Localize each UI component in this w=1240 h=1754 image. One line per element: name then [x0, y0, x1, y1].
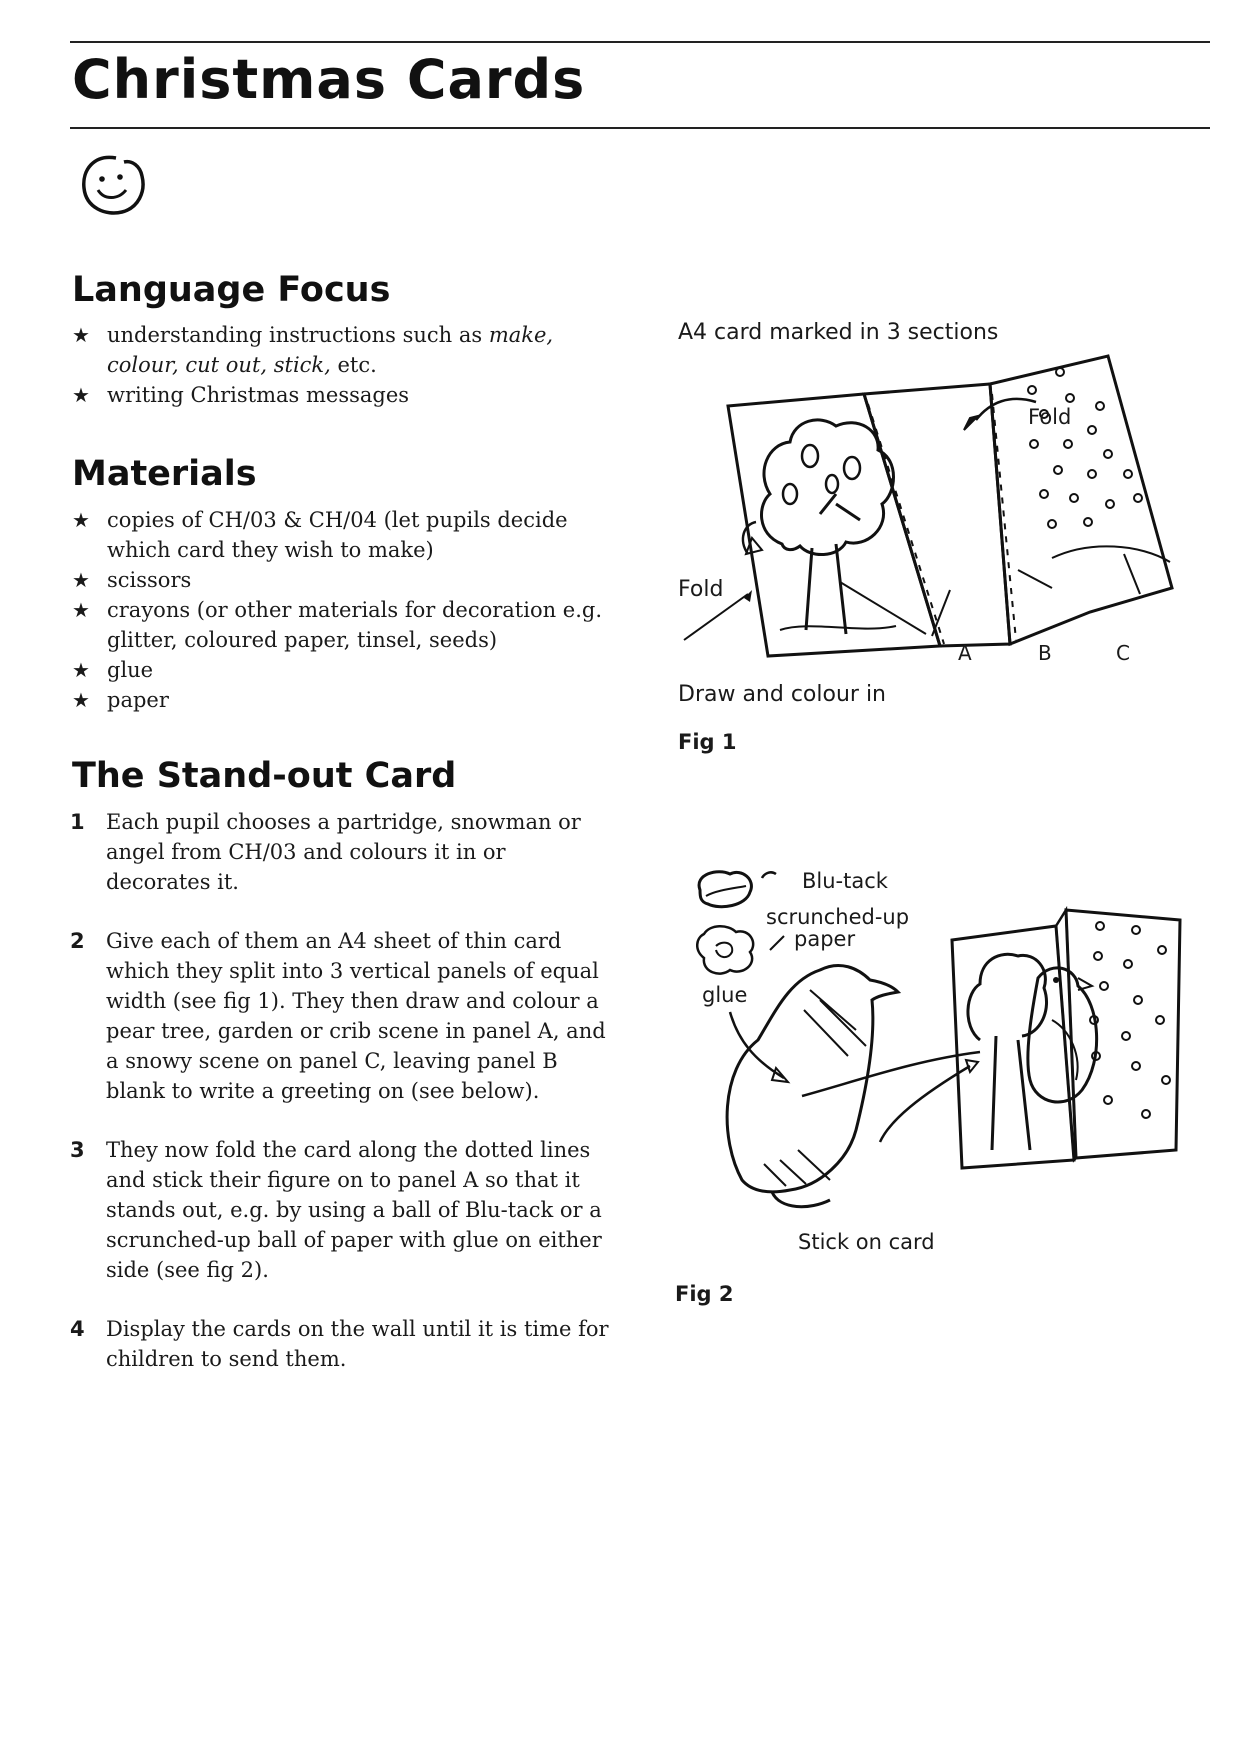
fig2-label: Fig 2 — [675, 1282, 734, 1306]
list-item — [72, 505, 612, 565]
list-item — [72, 685, 612, 715]
language-focus-heading: Language Focus — [72, 270, 391, 310]
step-item — [70, 926, 615, 1106]
step-text: They now fold the card along the dotted lines and stick their figure on to panel A so that it stands out, e.g. by using a ball of Blu-tack or a scrunched-up ball of paper with glue on either side (see fig 2). — [106, 1138, 602, 1282]
list-item-text: crayons (or other materials for decoration e.g. glitter, coloured paper, tinsel, seeds) — [107, 598, 603, 652]
list-item-text: scissors — [107, 568, 192, 592]
step-number: 2 — [70, 929, 85, 953]
list-item — [72, 565, 612, 595]
stick-caption: Stick on card — [798, 1230, 935, 1250]
list-item — [72, 320, 612, 380]
fig1-card-illustration — [660, 344, 1180, 674]
title-rule — [70, 127, 1210, 129]
smiley-icon — [76, 152, 148, 220]
scrunched-label-2: paper — [794, 927, 856, 951]
list-item-emphasis: make, — [488, 323, 554, 347]
list-item — [72, 655, 612, 685]
star-icon: ★ — [72, 688, 90, 712]
step-number: 4 — [70, 1317, 85, 1341]
fold-label-right: Fold — [1028, 405, 1072, 429]
list-item-text: writing Christmas messages — [107, 383, 410, 407]
list-item — [72, 595, 612, 655]
fig1-caption-top: A4 card marked in 3 sections — [678, 320, 999, 345]
language-focus-list — [72, 320, 612, 410]
star-icon: ★ — [72, 568, 90, 592]
fig1-label: Fig 1 — [678, 730, 737, 754]
fig1-fold-label: Fold — [678, 577, 724, 602]
list-item-text: copies of CH/03 & CH/04 (let pupils decide which card they wish to make) — [107, 508, 568, 562]
list-item-text: etc. — [330, 353, 377, 377]
star-icon: ★ — [72, 323, 90, 347]
blutack-label: Blu-tack — [802, 869, 888, 893]
materials-list — [72, 505, 612, 715]
step-text: Give each of them an A4 sheet of thin card which they split into 3 vertical panels of equal width (see fig 1). They then draw and colour a pear tree, garden or crib scene in panel A, and a snowy scene on panel C, leaving panel B blank to write a greeting on (see below). — [106, 929, 606, 1103]
scrunched-label-1: scrunched-up — [766, 905, 910, 929]
list-item — [72, 380, 612, 410]
standout-card-heading: The Stand-out Card — [72, 756, 457, 796]
step-text: Each pupil chooses a partridge, snowman or angel from CH/03 and colours it in or decorates it. — [106, 810, 581, 894]
star-icon: ★ — [72, 508, 90, 532]
list-item-text: paper — [107, 688, 169, 712]
star-icon: ★ — [72, 383, 90, 407]
step-item — [70, 1135, 615, 1285]
standout-steps — [70, 807, 615, 1403]
glue-label: glue — [702, 983, 748, 1007]
star-icon: ★ — [72, 598, 90, 622]
page-title: Christmas Cards — [72, 48, 586, 111]
step-text: Display the cards on the wall until it is time for children to send them. — [106, 1317, 609, 1371]
panel-label-b: B — [1038, 641, 1052, 665]
list-item-text: glue — [107, 658, 154, 682]
materials-heading: Materials — [72, 454, 257, 494]
step-number: 1 — [70, 810, 85, 834]
top-rule — [70, 41, 1210, 43]
fig1-draw-caption: Draw and colour in — [678, 682, 887, 707]
step-item — [70, 807, 615, 897]
step-item — [70, 1314, 615, 1374]
list-item-emphasis: colour, cut out, stick, — [107, 353, 331, 377]
star-icon: ★ — [72, 658, 90, 682]
step-number: 3 — [70, 1138, 85, 1162]
fig2-card-illustration — [680, 860, 1200, 1250]
panel-label-c: C — [1116, 641, 1130, 665]
list-item-text: understanding instructions such as — [107, 323, 489, 347]
panel-label-a: A — [958, 641, 972, 665]
